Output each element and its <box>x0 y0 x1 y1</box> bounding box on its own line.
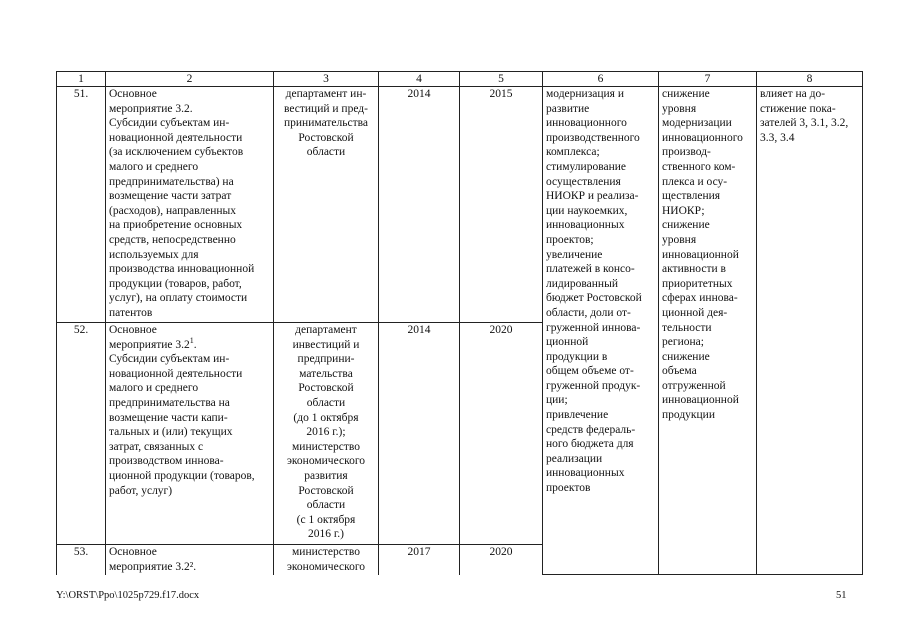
executor-cell: департамент инвестиций и предприни- мательства Ростовской области (до 1 октября 2016 г.); министерство экономического развития Ростовской области (с 1 октября 2016 г.) <box>274 323 379 545</box>
file-path: Y:\ORST\Ppo\1025p729.f17.docx <box>56 590 200 601</box>
activity-code-end: . <box>193 338 197 351</box>
row-number: 53. <box>57 545 106 575</box>
end-year-cell: 2015 <box>460 87 543 323</box>
start-year-cell: 2014 <box>379 323 460 545</box>
activity-title: Основное <box>109 324 157 336</box>
end-year-cell: 2020 <box>460 545 543 575</box>
column-number: 2 <box>106 72 274 87</box>
start-year-cell: 2017 <box>379 545 460 575</box>
start-year-cell: 2014 <box>379 87 460 323</box>
page-number: 51 <box>836 590 847 601</box>
column-number: 1 <box>57 72 106 87</box>
activity-cell: Основное мероприятие 3.2². <box>106 545 274 575</box>
column-number: 8 <box>757 72 863 87</box>
column-number: 6 <box>543 72 659 87</box>
column-number: 4 <box>379 72 460 87</box>
footnote-mark: 1 <box>189 335 194 345</box>
table-row <box>57 87 863 323</box>
activity-description: Субсидии субъектам ин- новационной деятельности малого и среднего предпринимательства на возмещение части капи- тальных и (или) текущих затрат, связанных с производством иннова- ционной продукции (товаров, работ, услуг) <box>109 353 255 497</box>
activity-cell <box>106 323 274 545</box>
program-table <box>56 71 863 575</box>
indicator-link-cell: влияет на до- стижение пока- зателей 3, 3.1, 3.2, 3.3, 3.4 <box>757 87 863 575</box>
end-year-cell: 2020 <box>460 323 543 545</box>
column-number-row <box>57 72 863 87</box>
column-number: 5 <box>460 72 543 87</box>
expected-result-cell: модернизация и развитие инновационного производственного комплекса; стимулирование осуществления НИОКР и реализа- ции наукоемких, инновационных проектов; увеличение платежей в консо- лидированный бюджет Ростовской области, доли от- груженной иннова- ционной продукции в общем объеме от- груженной продук- ции; привлечение средств федераль- ного бюджета для реализации инновационных проектов <box>543 87 659 575</box>
executor-cell: министерство экономического <box>274 545 379 575</box>
activity-cell: Основное мероприятие 3.2. Субсидии субъектам ин- новационной деятельности (за исключением субъектов малого и среднего предпринимательства) на возмещение части затрат (расходов), направленных на приобретение основных средств, непосредственно используемых для производства инновационной продукции (товаров, работ, услуг), на оплату стоимости патентов <box>106 87 274 323</box>
column-number: 7 <box>659 72 757 87</box>
consequences-cell: снижение уровня модернизации инновационного производ- ственного ком- плекса и осу- ществления НИОКР; снижение уровня инновационной активности в приоритетных сферах иннова- ционной дея- тельности региона; снижение объема отгруженной инновационной продукции <box>659 87 757 575</box>
activity-code: мероприятие 3.2 <box>109 338 190 351</box>
column-number: 3 <box>274 72 379 87</box>
executor-cell: департамент ин- вестиций и пред- принимательства Ростовской области <box>274 87 379 323</box>
row-number: 51. <box>57 87 106 323</box>
row-number: 52. <box>57 323 106 545</box>
